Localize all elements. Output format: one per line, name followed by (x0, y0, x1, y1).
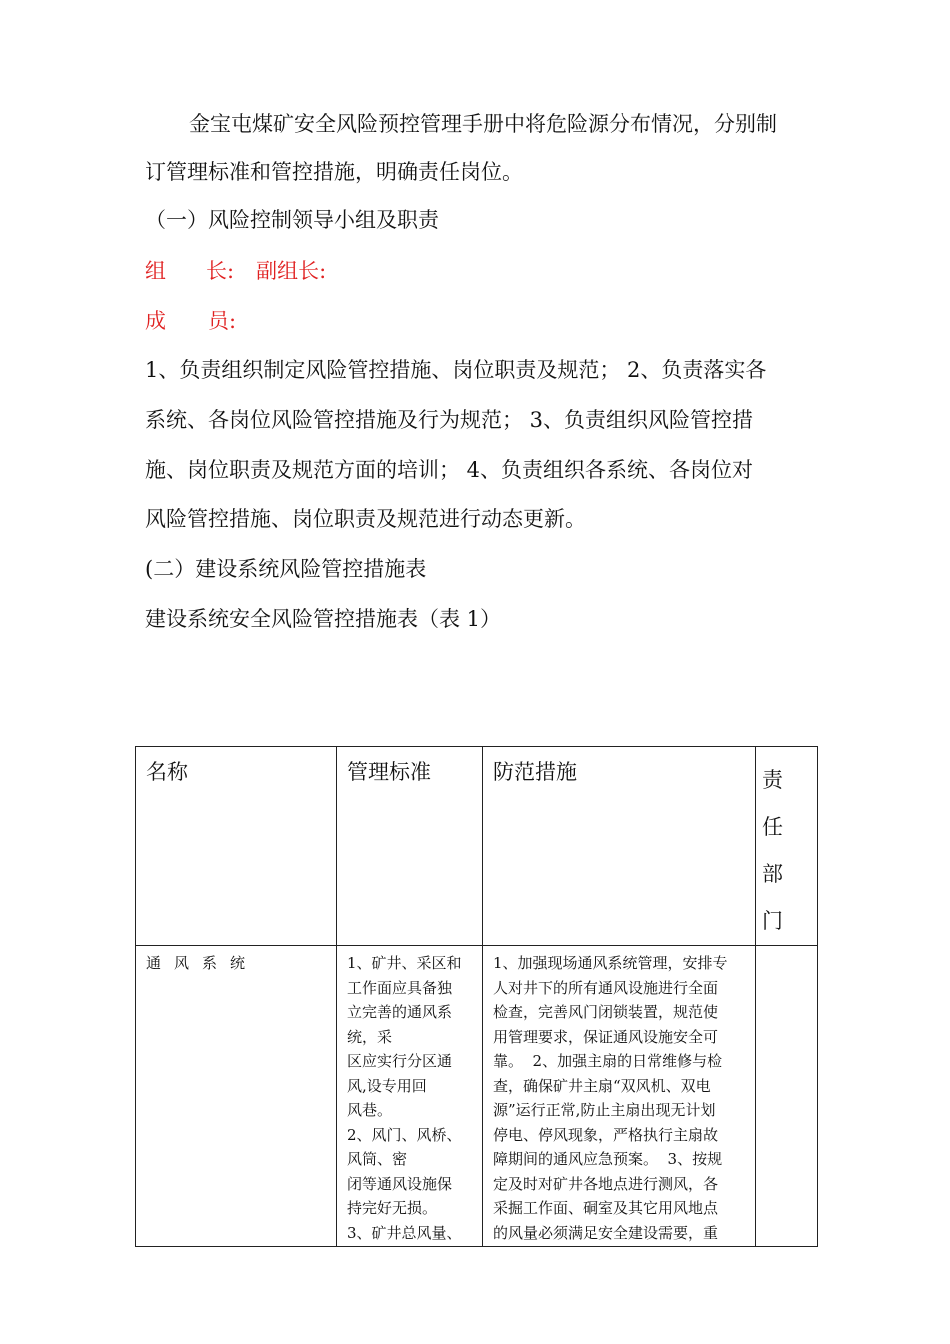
header-dept-line-2: 部 (762, 862, 783, 886)
cell-measures: 1、加强现场通风系统管理，安排专 人对井下的所有通风设施进行全面 检查，完善风门闭锁装置，规范使 用管理要求，保证通风设施安全可 靠。 2、加强主扇的日常维修与检 查，确保矿井主扇“双风机、双电 源”运行正常,防止主扇出现无计划 停电、停风现象，严格执行主扇故 障期间的通风应急预案。 3、按规 定及时对矿井各地点进行测风，各 采掘工作面、硐室及其它用风地点 的风量必须满足安全建设需要，重 (483, 946, 756, 1247)
header-dept-line-3: 门 (762, 909, 783, 933)
table-header-row (136, 747, 818, 946)
duties-line-4: 风险管控措施、岗位职责及规范进行动态更新。 (145, 507, 586, 531)
table-row (136, 946, 818, 1247)
table-caption: 建设系统安全风险管控措施表（表 1） (145, 607, 502, 631)
duties-line-1: 1、负责组织制定风险管控措施、岗位职责及规范； 2、负责落实各 (145, 358, 767, 382)
intro-line-1: 金宝屯煤矿安全风险预控管理手册中将危险源分布情况，分别制 (189, 112, 777, 136)
header-dept-line-1: 责任 (762, 768, 783, 839)
cell-name: 通风系统 (136, 946, 337, 1247)
section-2-title: (二）建设系统风险管控措施表 (145, 557, 427, 581)
leader-label-b: 长: (206, 259, 235, 283)
header-standard: 管理标准 (337, 747, 483, 946)
members-label-b: 员: (208, 309, 237, 333)
header-dept (756, 747, 818, 946)
header-measures: 防范措施 (483, 747, 756, 946)
members-line (145, 306, 236, 336)
leader-line (145, 256, 326, 286)
risk-control-table (135, 746, 818, 1247)
duties-line-2: 系统、各岗位风险管控措施及行为规范； 3、负责组织风险管控措 (145, 408, 754, 432)
section-1-title: （一）风险控制领导小组及职责 (145, 208, 439, 232)
cell-standard: 1、矿井、采区和 工作面应具备独 立完善的通风系 统，采 区应实行分区通 风,设专用回 风巷。 2、风门、风桥、 风筒、密 闭等通风设施保 持完好无损。 3、矿井总风量、 (337, 946, 483, 1247)
header-name: 名称 (136, 747, 337, 946)
intro-line-2: 订管理标准和管控措施，明确责任岗位。 (145, 160, 523, 184)
duties-line-3: 施、岗位职责及规范方面的培训； 4、负责组织各系统、各岗位对 (145, 458, 754, 482)
members-label-a: 成 (145, 309, 166, 333)
deputy-leader-label: 副组长: (256, 259, 327, 283)
leader-label-a: 组 (145, 259, 166, 283)
cell-dept (756, 946, 818, 1247)
